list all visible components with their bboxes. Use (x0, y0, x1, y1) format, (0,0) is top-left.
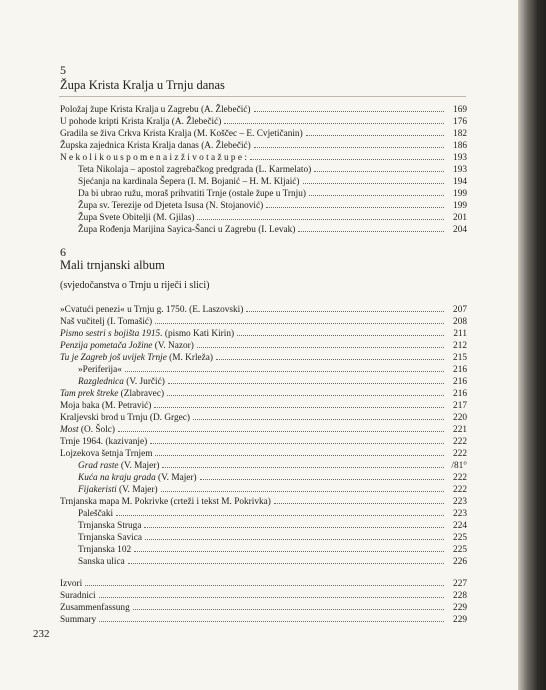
toc-entry-title-part: Trnjanska Savica (78, 533, 142, 543)
toc-entry-page: 228 (453, 591, 467, 601)
toc-entry-page: 225 (453, 545, 467, 555)
toc-entry-title-part: Moja baka (M. Petravić) (60, 401, 152, 411)
toc-entry (60, 304, 467, 316)
toc-entry-page: 226 (453, 557, 467, 567)
toc-entry-title-part: Župska zajednica Krista Kralja danas (A. Žlebečić) (60, 141, 251, 151)
toc-entry-title (60, 400, 151, 412)
dot-leader (155, 455, 444, 456)
toc-entry-title (60, 388, 164, 400)
toc-entry (78, 364, 467, 376)
toc-entry-page: 222 (453, 437, 467, 447)
toc-entry-page: 216 (453, 365, 467, 375)
toc-entry (60, 116, 467, 128)
toc-entry-title-part: Paleščaki (78, 509, 114, 519)
section-5-rule (59, 96, 466, 97)
toc-entry-title (60, 340, 194, 352)
toc-entry (60, 602, 467, 614)
toc-entry (78, 200, 467, 212)
toc-entry-page: 208 (453, 317, 467, 327)
toc-entry-title (60, 352, 213, 364)
toc-entry-title-part: Razglednica (78, 377, 124, 387)
toc-entry (60, 448, 467, 460)
toc-entry-title (60, 316, 152, 328)
dot-leader (162, 467, 444, 468)
toc-entry-title (60, 578, 82, 590)
toc-entry-title (78, 544, 131, 556)
toc-entry-title-part: Most (60, 425, 79, 435)
dot-leader (224, 123, 444, 124)
toc-entry-page: 201 (453, 213, 467, 223)
toc-entry-page: 199 (453, 189, 467, 199)
toc-entry-title-part: »Cvatući penezi« u Trnju g. 1750. (E. Laszovski) (60, 305, 244, 315)
dot-leader (167, 395, 444, 396)
toc-entry (60, 388, 467, 400)
toc-entry-title-part: Zusammenfassung (60, 603, 130, 613)
toc-entry-title (60, 436, 147, 448)
toc-entry-page: 215 (453, 353, 467, 363)
toc-entry-title (60, 448, 152, 460)
toc-entry-title-part: Trnjanska mapa M. Pokrivke (crteži i tekst M. Pokrivka) (60, 497, 271, 507)
toc-entry-title (60, 614, 96, 626)
dot-leader (168, 383, 444, 384)
dot-leader (200, 479, 444, 480)
page-number: 232 (33, 628, 50, 640)
toc-entry-page: 211 (453, 329, 467, 339)
dot-leader (254, 111, 444, 112)
toc-entry-title-part: Kraljevski brod u Trnju (D. Grgec) (60, 413, 190, 423)
toc-entry-title-part: Fijakeristi (78, 485, 117, 495)
toc-entry (60, 436, 467, 448)
book-gutter-shadow (518, 0, 546, 690)
toc-entry (78, 520, 467, 532)
toc-entry (60, 590, 467, 602)
toc-entry-title-part: Župa Svete Obitelji (M. Gjilas) (78, 213, 195, 223)
toc-entry-title-part: Sanska ulica (78, 557, 125, 567)
dot-leader (154, 407, 444, 408)
toc-entry-title-part: Trnjanska 102 (78, 545, 132, 555)
toc-entry (60, 496, 467, 508)
toc-entry-page: 186 (453, 141, 467, 151)
toc-entry-page: 216 (453, 389, 467, 399)
toc-entry (78, 164, 467, 176)
dot-leader (216, 359, 444, 360)
toc-entry-page: 229 (453, 603, 467, 613)
toc-entry-title-part: Tam prek štreke (60, 389, 119, 399)
toc-entry-page: 222 (453, 449, 467, 459)
section-5-title: Župa Krista Kralja u Trnju danas (60, 78, 225, 92)
dot-leader (250, 159, 444, 160)
toc-entry (78, 376, 467, 388)
toc-entry-title (60, 116, 221, 128)
toc-entry-title (78, 200, 263, 212)
dot-leader (237, 335, 444, 336)
toc-entry-page: 199 (453, 201, 467, 211)
toc-entry (78, 176, 467, 188)
toc-entry-title (78, 508, 113, 520)
toc-entry-title-part: (Zlabravec) (118, 389, 165, 399)
toc-entry (78, 532, 467, 544)
toc-entry-title (60, 424, 115, 436)
toc-entry-page: 216 (453, 377, 467, 387)
toc-entry-title-part: Sjećanja na kardinala Šepera (I. M. Bojanić – H. M. Kljaić) (78, 177, 300, 187)
dot-leader (274, 503, 444, 504)
toc-entry-title-part: (V. Majer) (118, 461, 160, 471)
toc-entry-title (60, 602, 130, 614)
toc-entry (60, 128, 467, 140)
toc-entry (60, 578, 467, 590)
toc-entry-title (78, 164, 311, 176)
dot-leader (144, 527, 444, 528)
dot-leader (150, 443, 444, 444)
toc-entry-page: 182 (453, 129, 467, 139)
dot-leader (306, 135, 444, 136)
toc-entry (60, 412, 467, 424)
toc-entry (78, 556, 467, 568)
toc-entry-page: 193 (453, 153, 467, 163)
toc-entry-page: 169 (453, 105, 467, 115)
toc-entry (78, 484, 467, 496)
toc-entry-title-part: Izvori (60, 579, 83, 589)
toc-entry (60, 400, 467, 412)
toc-entry-page: 212 (453, 341, 467, 351)
toc-entry-title (60, 496, 271, 508)
toc-entry-title-part: Summary (60, 615, 97, 625)
toc-entry (60, 316, 467, 328)
toc-entry-title (78, 364, 122, 376)
toc-entry-page: 222 (453, 473, 467, 483)
toc-entry (60, 328, 467, 340)
toc-entry-title (60, 590, 96, 602)
toc-entry (60, 614, 467, 626)
toc-entry-title-part: (V. Majer) (116, 485, 158, 495)
toc-entry-title-part: Kuća na kraju grada (78, 473, 156, 483)
toc-entry-title (78, 188, 306, 200)
dot-leader (134, 551, 444, 552)
toc-entry-title-part: (V. Nazor) (152, 341, 194, 351)
toc-entry-page: 220 (453, 413, 467, 423)
dot-leader (133, 609, 444, 610)
toc-entry-page: 194 (453, 177, 467, 187)
toc-entry-title (78, 532, 142, 544)
toc-entry-page: 227 (453, 579, 467, 589)
toc-entry-title-part: Lojzekova šetnja Trnjem (60, 449, 153, 459)
toc-entry (78, 460, 467, 472)
dot-leader (99, 621, 444, 622)
toc-entry-title-part: Teta Nikolaja – apostol zagrebačkog predgrada (L. Karmelato) (78, 165, 312, 175)
toc-entry-title-part: U pohode kripti Krista Kralja (A. Žlebečić) (60, 117, 222, 127)
toc-entry-title-part: (V. Jurčić) (123, 377, 165, 387)
toc-entry (60, 352, 467, 364)
toc-entry-page: 207 (453, 305, 467, 315)
dot-leader (116, 515, 444, 516)
toc-entry (78, 508, 467, 520)
dot-leader (161, 491, 444, 492)
toc-entry-title (78, 520, 141, 532)
toc-entry (60, 104, 467, 116)
dot-leader (99, 597, 444, 598)
toc-entry-page: 193 (453, 165, 467, 175)
toc-entry-page: 229 (453, 615, 467, 625)
section-6-title: Mali trnjanski album (60, 258, 165, 272)
dot-leader (303, 183, 444, 184)
dot-leader (197, 347, 444, 348)
toc-entry-title (60, 328, 234, 340)
dot-leader (309, 195, 444, 196)
toc-entry-page: 223 (453, 509, 467, 519)
toc-entry-page: 222 (453, 485, 467, 495)
toc-entry-title (78, 484, 158, 496)
toc-entry-title-part: (pismo Kati Kirin) (162, 329, 235, 339)
dot-leader (298, 231, 444, 232)
toc-entry (60, 424, 467, 436)
toc-entry (78, 224, 467, 236)
dot-leader (314, 171, 444, 172)
toc-entry-title-part: »Periferija« (78, 365, 122, 375)
toc-entry-title-part: Da bi ubrao ružu, moraš prihvatiti Trnje (ostale župe u Trnju) (78, 189, 307, 199)
dot-leader (254, 147, 444, 148)
toc-entry-title-part: Grad raste (78, 461, 119, 471)
toc-entry-title (60, 128, 303, 140)
toc-entry-title (78, 376, 165, 388)
section-5-number: 5 (60, 63, 66, 77)
section-6-number: 6 (60, 245, 66, 259)
toc-entry (60, 140, 467, 152)
toc-entry-title-part: Tu je Zagreb još uvijek Trnje (60, 353, 167, 363)
toc-entry-title-part: Naš vučitelj (I. Tomašić) (60, 317, 153, 327)
toc-entry-title (60, 152, 247, 164)
toc-entry-page: 217 (453, 401, 467, 411)
dot-leader (128, 563, 444, 564)
toc-entry (78, 472, 467, 484)
toc-entry-page: /81° (451, 461, 467, 471)
toc-entry-title-part: Župa sv. Terezije od Djeteta Isusa (N. Stojanović) (78, 201, 264, 211)
toc-entry-title-part: N e k o l i k o u s p o m e n a i z ž i v o t a ž u p e : (60, 153, 247, 163)
toc-entry-title (78, 176, 300, 188)
toc-entry-title (60, 140, 251, 152)
toc-entry-title (60, 412, 190, 424)
dot-leader (246, 311, 444, 312)
toc-entry-title (78, 472, 197, 484)
toc-entry (60, 340, 467, 352)
toc-entry-title-part: Pismo sestri s bojišta 1915. (60, 329, 163, 339)
toc-entry-title-part: Gradila se živa Crkva Krista Kralja (M. Koščec – E. Cvjetičanin) (60, 129, 303, 139)
section-6-subtitle: (svjedočanstva o Trnju u riječi i slici) (60, 280, 210, 291)
dot-leader (145, 539, 444, 540)
toc-entry-title (78, 460, 159, 472)
toc-entry-page: 221 (453, 425, 467, 435)
toc-entry-title-part: Župa Rođenja Marijina Sayica-Šanci u Zagrebu (I. Levak) (78, 225, 296, 235)
toc-entry (78, 212, 467, 224)
toc-entry-title-part: (M. Krleža) (166, 353, 214, 363)
dot-leader (125, 371, 444, 372)
toc-entry-title-part: Trnjanska Struga (78, 521, 142, 531)
toc-entry-title (60, 104, 251, 116)
dot-leader (155, 323, 444, 324)
toc-entry (78, 544, 467, 556)
toc-entry-page: 223 (453, 497, 467, 507)
toc-entry (78, 188, 467, 200)
toc-entry-title (78, 224, 295, 236)
toc-entry-page: 225 (453, 533, 467, 543)
toc-entry-title-part: (O. Šolc) (78, 425, 116, 435)
dot-leader (193, 419, 444, 420)
toc-entry-title-part: Trnje 1964. (kazivanje) (60, 437, 148, 447)
toc-entry-title-part: Suradnici (60, 591, 96, 601)
dot-leader (85, 585, 444, 586)
dot-leader (197, 219, 444, 220)
toc-entry-title (78, 556, 125, 568)
dot-leader (266, 207, 444, 208)
toc-entry-title (60, 304, 243, 316)
toc-entry-title (78, 212, 194, 224)
dot-leader (118, 431, 444, 432)
toc-entry-title-part: Penzija pometača Jožine (60, 341, 153, 351)
toc-entry (60, 152, 467, 164)
toc-entry-title-part: Položaj župe Krista Kralja u Zagrebu (A. Žlebečić) (60, 105, 251, 115)
toc-entry-title-part: (V. Majer) (155, 473, 197, 483)
toc-entry-page: 224 (453, 521, 467, 531)
toc-entry-page: 176 (453, 117, 467, 127)
toc-entry-page: 204 (453, 225, 467, 235)
